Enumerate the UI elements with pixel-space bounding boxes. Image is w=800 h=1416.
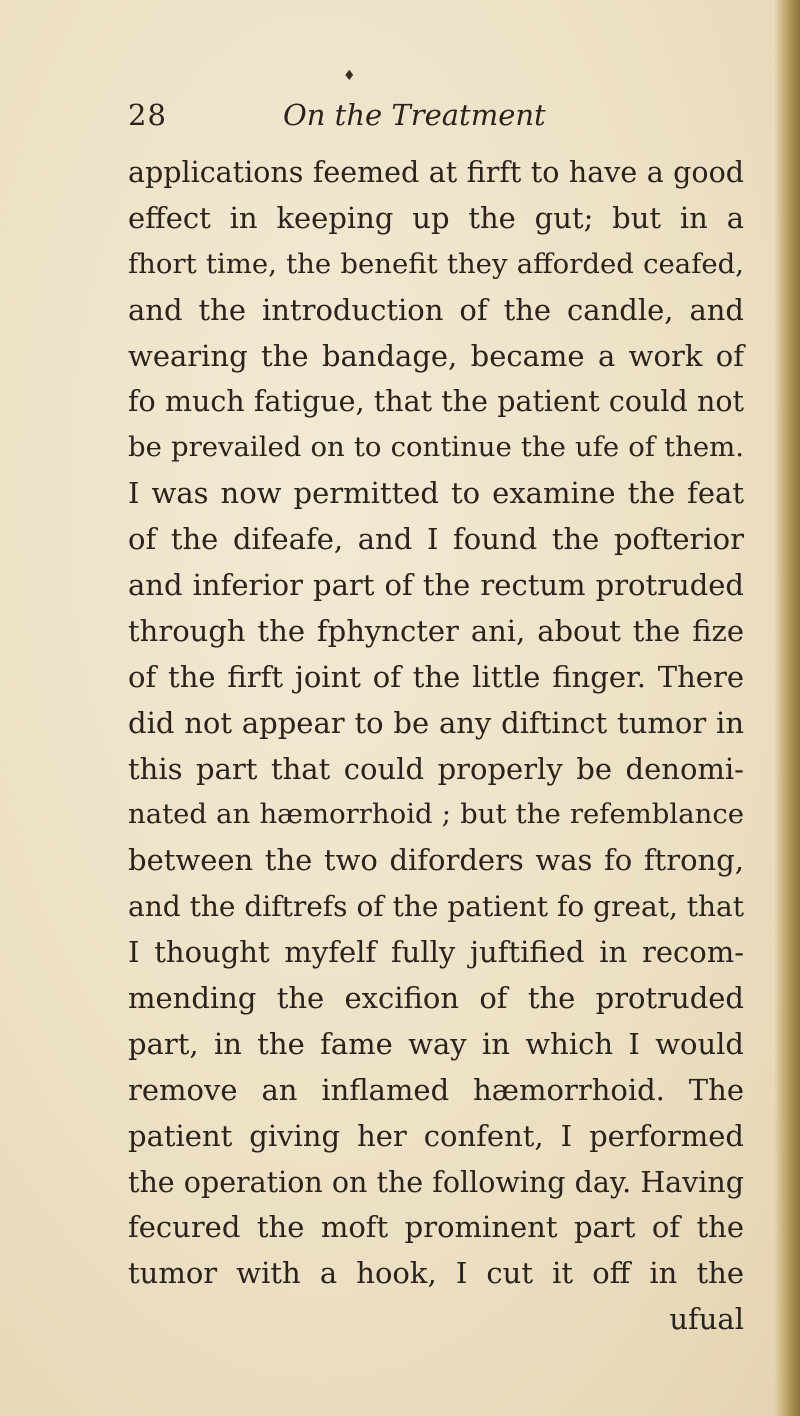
page-number: 28 [128,98,167,132]
text-line: and inferior part of the rectum protruded [128,568,744,603]
text-line: patient giving her confent, I performed [128,1118,744,1153]
text-line: between the two diforders was fo ftrong, [128,843,744,878]
text-line: nated an hæmorrhoid ; but the refemblance [128,798,744,831]
page-edge-shadow [774,0,800,1416]
ornament-mark: ♦ [343,68,356,84]
text-line: applications feemed at firft to have a good [128,156,744,189]
text-line: I thought myfelf fully juftified in recom- [128,935,744,970]
running-head-title: On the Treatment [283,98,546,132]
text-line: I was now permitted to examine the feat [128,476,744,511]
text-line: mending the excifion of the protruded [128,981,744,1016]
text-line: through the fphyncter ani, about the fize [128,613,744,648]
text-line: fecured the moft prominent part of the [128,1210,744,1245]
text-line: the operation on the following day. Having [128,1165,744,1199]
text-line: did not appear to be any diftinct tumor in [128,705,744,740]
catchword: ufual [669,1302,744,1337]
text-line: of the difeafe, and I found the pofterior [128,522,744,557]
text-line: part, in the fame way in which I would [128,1026,744,1061]
text-line: this part that could properly be denomi- [128,751,744,786]
text-line: remove an inflamed hæmorrhoid. The [128,1072,744,1107]
running-head [128,98,768,138]
text-line: fhort time, the benefit they afforded ceafed, [128,247,744,280]
text-line: of the firft joint of the little finger. There [128,659,744,694]
text-line: and the diftrefs of the patient fo great, that [128,890,744,924]
body-text [128,150,744,1343]
text-line: wearing the bandage, became a work of [128,338,744,373]
text-line: and the introduction of the candle, and [128,292,744,327]
text-line: tumor with a hook, I cut it off in the [128,1256,744,1291]
text-line: be prevailed on to continue the ufe of them. [128,431,744,464]
text-line: fo much fatigue, that the patient could not [128,385,744,419]
text-line: effect in keeping up the gut; but in a [128,200,744,235]
